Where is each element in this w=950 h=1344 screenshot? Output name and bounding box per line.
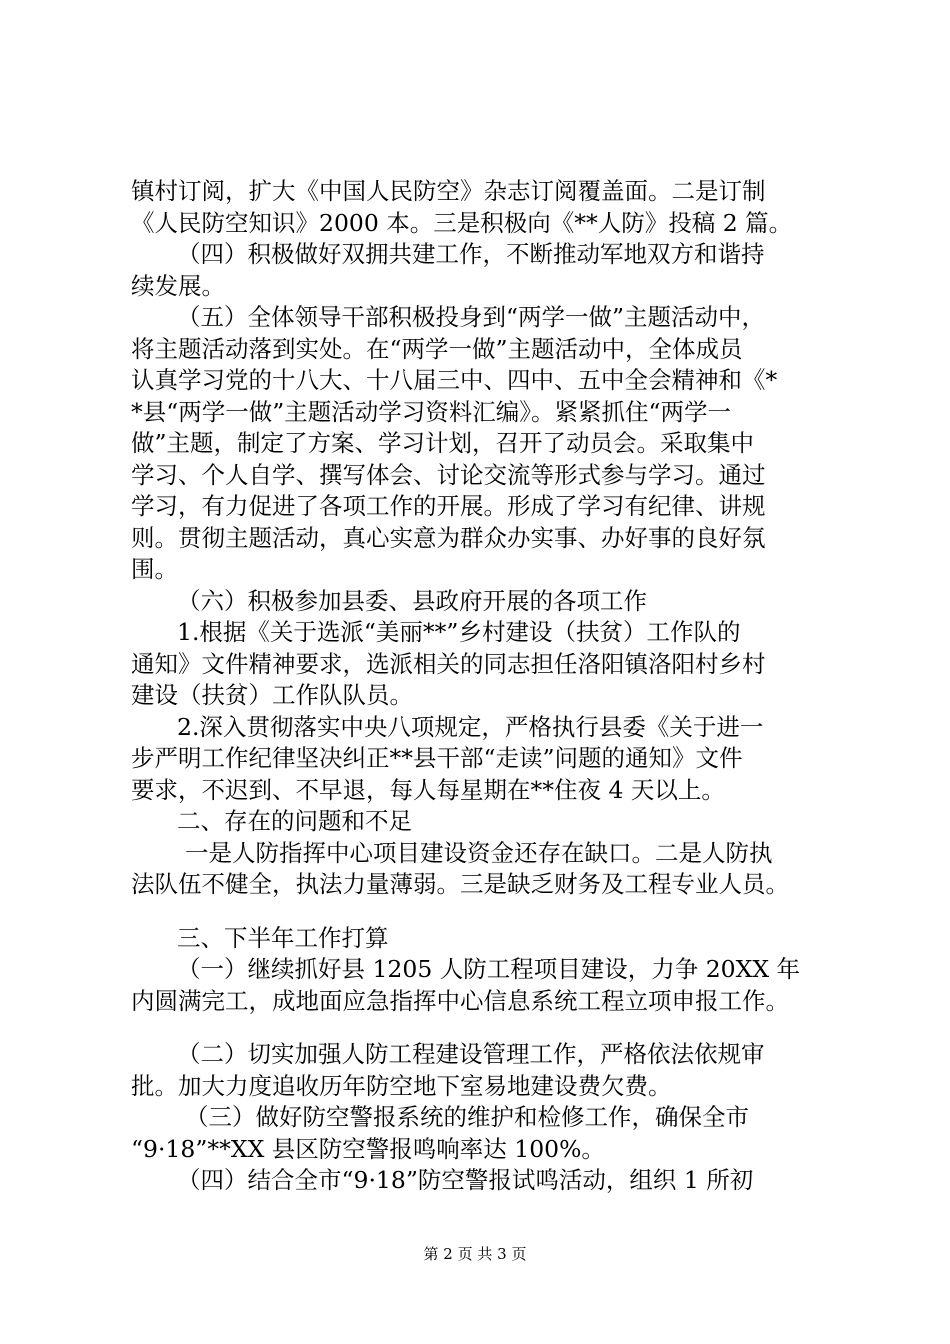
- text-line: 认真学习党的十八大、十八届三中、四中、五中全会精神和《*: [131, 366, 778, 394]
- text-line: 通知》文件精神要求，选派相关的同志担任洛阳镇洛阳村乡村: [131, 649, 766, 678]
- text-line: 2.深入贯彻落实中央八项规定，严格执行县委《关于进一: [177, 712, 764, 741]
- text-line: 镇村订阅，扩大《中国人民防空》杂志订阅覆盖面。二是订制: [131, 177, 766, 205]
- text-line: （一）继续抓好县 1205 人防工程项目建设，力争 20XX 年: [177, 955, 801, 983]
- text-line: 要求，不迟到、不早退，每人每星期在**住夜 4 天以上。: [131, 775, 725, 804]
- text-line: *县“两学一做”主题活动学习资料汇编》。紧紧抓住“两学一: [131, 397, 732, 426]
- text-line: 学习，有力促进了各项工作的开展。形成了学习有纪律、讲规: [131, 492, 766, 520]
- text-line: （四）结合全市“9·18”防空警报试鸣活动，组织 1 所初: [177, 1166, 754, 1194]
- text-line: 一是人防指挥中心项目建设资金还存在缺口。二是人防执: [185, 838, 773, 867]
- text-line: （二）切实加强人防工程建设管理工作，严格依法依规审: [177, 1040, 765, 1068]
- text-line: 围。: [131, 555, 178, 583]
- section-heading: 二、存在的问题和不足: [177, 807, 412, 835]
- section-heading: （六）积极参加县委、县政府开展的各项工作: [177, 586, 647, 615]
- text-line: （四）积极做好双拥共建工作，不断推动军地双方和谐持: [177, 240, 765, 268]
- text-line: （三）做好防空警报系统的维护和检修工作，确保全市: [185, 1103, 749, 1131]
- text-line: 《人民防空知识》2000 本。三是积极向《**人防》投稿 2 篇。: [131, 208, 793, 237]
- text-line: 1.根据《关于选派“美丽**”乡村建设（扶贫）工作队的: [177, 618, 741, 646]
- text-line: 法队伍不健全，执法力量薄弱。三是缺乏财务及工程专业人员。: [131, 870, 789, 898]
- page-footer: 第 2 页 共 3 页: [423, 1245, 527, 1263]
- text-line: 建设（扶贫）工作队队员。: [131, 681, 413, 709]
- text-line: 批。加大力度追收历年防空地下室易地建设费欠费。: [131, 1071, 672, 1100]
- text-line: 将主题活动落到实处。在“两学一做”主题活动中，全体成员: [131, 334, 743, 363]
- text-line: 学习、个人自学、撰写体会、讨论交流等形式参与学习。通过: [131, 460, 766, 489]
- document-body: [131, 176, 851, 1197]
- text-line: 则。贯彻主题活动，真心实意为群众办实事、办好事的良好氛: [131, 523, 766, 552]
- text-line: “9·18”**XX 县区防空警报鸣响率达 100%。: [131, 1134, 605, 1163]
- text-line: 内圆满完工，成地面应急指挥中心信息系统工程立项申报工作。: [131, 986, 789, 1015]
- text-line: 做”主题，制定了方案、学习计划，召开了动员会。采取集中: [131, 429, 755, 457]
- text-line: （五）全体领导干部积极投身到“两学一做”主题活动中，: [177, 303, 766, 331]
- text-line: 续发展。: [131, 271, 225, 300]
- text-line: 步严明工作纪律坚决纠正**县干部“走读”问题的通知》文件: [131, 744, 743, 772]
- section-heading: 三、下半年工作打算: [177, 923, 389, 952]
